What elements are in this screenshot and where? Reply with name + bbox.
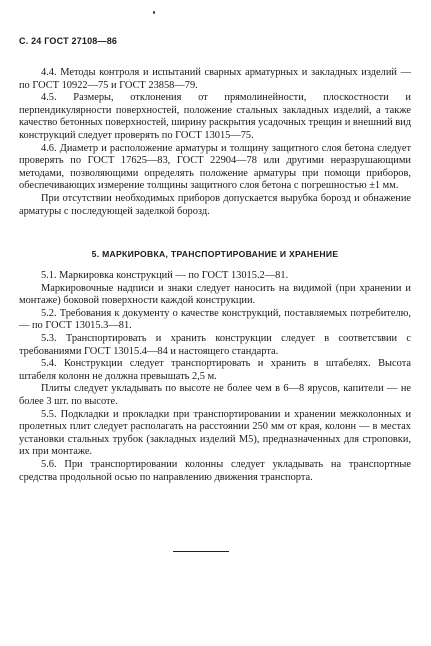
paragraph-4-5: 4.5. Размеры, отклонения от прямолинейности, плоскостности и перпендикулярности поверхностей, положение стальных закладных изделий, а также качество бетонных поверхностей, ширину раскрытия усадочных трещин и внешний вид конструкций следует проверять по ГОСТ 13015—75. [19,92,411,141]
section-4-continued [19,67,411,218]
paragraph-5-6: 5.6. При транспортировании колонны следует укладывать на транспортные средства продольной осью по направлению движения транспорта. [19,458,411,483]
paragraph-5-2: 5.2. Требования к документу о качестве конструкций, поставляемых потребителю, — по ГОСТ 13015.3—81. [19,307,411,332]
section-5-title: 5. МАРКИРОВКА, ТРАНСПОРТИРОВАНИЕ И ХРАНЕНИЕ [91,249,339,259]
paragraph-5-5: 5.5. Подкладки и прокладки при транспортировании и хранении межколонных и пролетных плит следует располагать на расстоянии 250 мм от края, колонн — в местах установки стальных трубок (закладных изделий М5), предназначенных для строповки, их при монтаже. [19,408,411,458]
end-of-text-rule [173,551,229,552]
printing-speck [153,11,155,14]
paragraph-5-3: 5.3. Транспортировать и хранить конструкции следует в соответствии с требованиями ГОСТ 13015.4—84 и настоящего стандарта. [19,332,411,357]
paragraph-5-1-note: Маркировочные надписи и знаки следует наносить на видимой (при хранении и монтаже) боковой поверхности каждой конструкции. [19,282,411,307]
paragraph-5-1: 5.1. Маркировка конструкций — по ГОСТ 13015.2—81. [41,270,289,281]
paragraph-4-6-note: При отсутствии необходимых приборов допускается вырубка борозд и обнажение арматуры с последующей заделкой борозд. [19,192,411,217]
paragraph-5-4-note: Плиты следует укладывать по высоте не более чем в 6—8 ярусов, капители — не более 3 шт. по высоте. [19,383,411,407]
page-header: С. 24 ГОСТ 27108—86 [19,36,118,46]
paragraph-4-6: 4.6. Диаметр и расположение арматуры и толщину защитного слоя бетона следует проверять по ГОСТ 17625—83, ГОСТ 22904—78 или другими неразрушающими методами, позволяющими определять положение арматуры при помощи приборов, обеспечивающих измерение толщины защитного слоя бетона с погрешностью ±1 мм. [19,142,411,192]
section-5-body [19,270,411,484]
paragraph-5-4: 5.4. Конструкции следует транспортировать и хранить в штабелях. Высота штабеля колонн не должна превышать 2,5 м. [19,358,411,382]
paragraph-4-4: 4.4. Методы контроля и испытаний сварных арматурных и закладных изделий — по ГОСТ 10922—75 и ГОСТ 23858—79. [19,67,411,91]
